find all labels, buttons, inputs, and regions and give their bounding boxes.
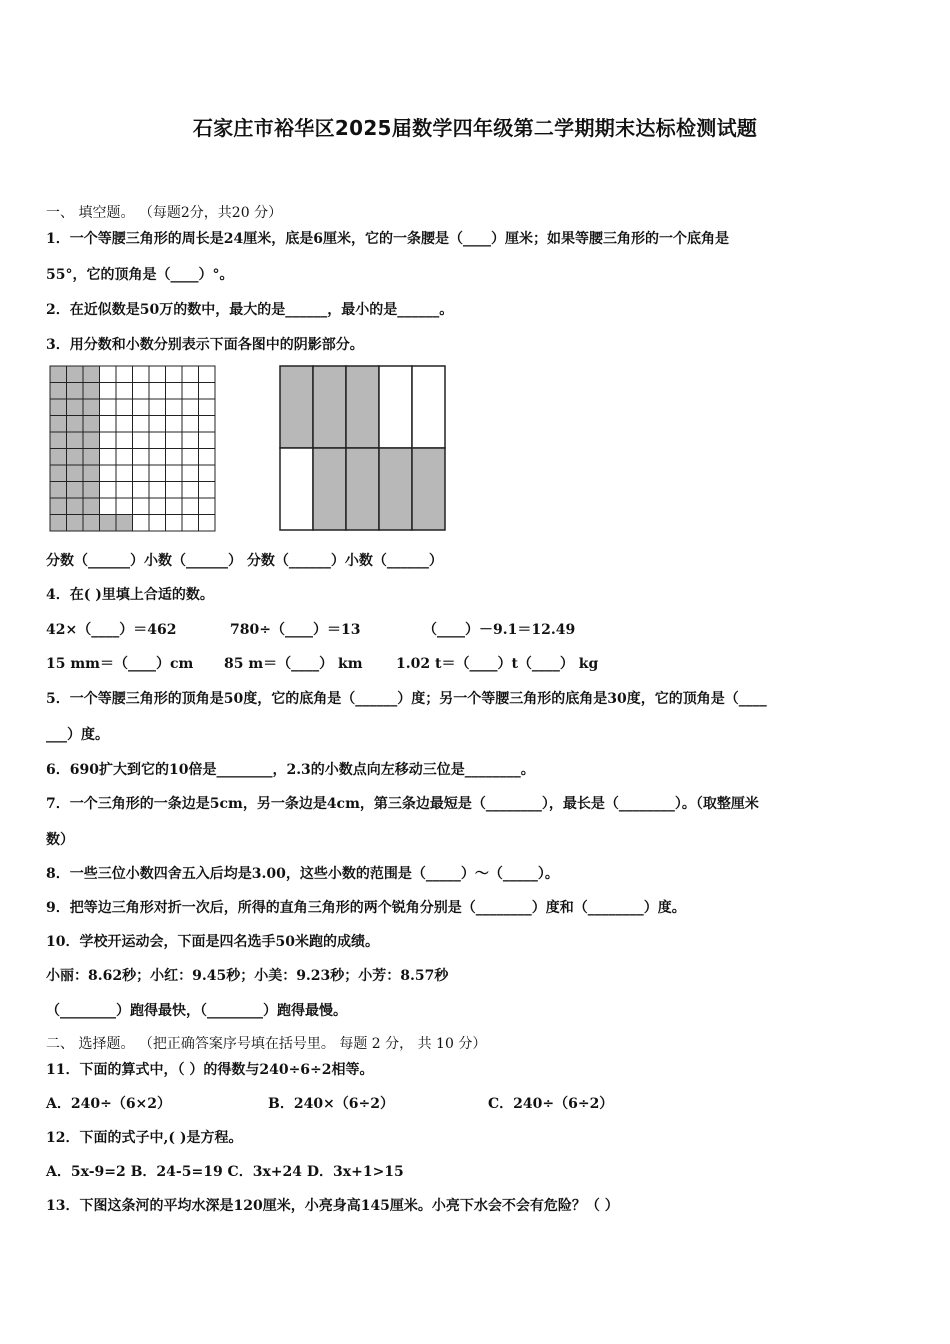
shaded-cell — [67, 432, 84, 449]
question-5-line-2: ___）度。 — [46, 727, 109, 743]
shaded-cell — [67, 366, 84, 383]
hundred-grid-figure — [49, 365, 217, 533]
shaded-cell — [83, 465, 100, 482]
question-1-line-2: 55°，它的顶角是（____）°。 — [46, 267, 234, 283]
shaded-cell — [67, 498, 84, 515]
grid-cell — [182, 465, 199, 482]
grid-cell — [166, 366, 183, 383]
shaded-cell — [67, 416, 84, 433]
grid-cell — [133, 416, 150, 433]
shaded-cell — [313, 448, 346, 530]
grid-cell — [182, 383, 199, 400]
shaded-cell — [50, 416, 67, 433]
question-3-answer: 分数（______）小数（______） 分数（______）小数（______） — [46, 553, 443, 569]
grid-cell — [182, 432, 199, 449]
question-7-line-1: 7．一个三角形的一条边是5cm，另一条边是4cm，第三条边最短是（________），最长是（________）。（取整厘米 — [46, 796, 759, 812]
shaded-cell — [346, 366, 379, 448]
question-12: 12．下面的式子中,( )是方程。 — [46, 1130, 243, 1146]
grid-cell — [199, 498, 216, 515]
grid-cell — [182, 482, 199, 499]
grid-cell — [182, 498, 199, 515]
grid-cell — [133, 515, 150, 532]
grid-cell — [149, 482, 166, 499]
grid-cell — [166, 416, 183, 433]
grid-cell — [133, 366, 150, 383]
option-c: C．240÷（6÷2） — [488, 1096, 614, 1112]
grid-cell — [199, 399, 216, 416]
question-11-options — [46, 1093, 613, 1113]
grid-cell — [166, 498, 183, 515]
q4-item: 780÷（____）＝13 — [230, 622, 361, 638]
grid-cell — [149, 449, 166, 466]
grid-cell — [199, 465, 216, 482]
shaded-cell — [313, 366, 346, 448]
question-10-data: 小丽：8.62秒；小红：9.45秒；小美：9.23秒；小芳：8.57秒 — [46, 968, 449, 984]
shaded-cell — [67, 399, 84, 416]
question-8: 8．一些三位小数四舍五入后均是3.00，这些小数的范围是（_____）～（_____）。 — [46, 866, 559, 882]
grid-cell — [100, 416, 117, 433]
question-4: 4．在( )里填上合适的数。 — [46, 587, 214, 603]
grid-cell — [199, 366, 216, 383]
grid-cell — [116, 416, 133, 433]
shaded-cell — [83, 416, 100, 433]
grid-cell — [100, 366, 117, 383]
shaded-cell — [67, 449, 84, 466]
grid-cell — [182, 366, 199, 383]
question-2: 2．在近似数是50万的数中，最大的是______，最小的是______。 — [46, 302, 454, 318]
grid-cell — [116, 383, 133, 400]
grid-cell — [116, 399, 133, 416]
option-a: A．240÷（6×2） — [46, 1096, 172, 1112]
q4-item: （____）－9.1＝12.49 — [423, 622, 576, 638]
grid-cell — [166, 515, 183, 532]
grid-cell — [100, 399, 117, 416]
tenths-rect-figure — [279, 365, 447, 533]
shaded-cell — [83, 432, 100, 449]
q4-item: 1.02 t＝（____）t（____） kg — [396, 656, 599, 672]
shaded-cell — [50, 432, 67, 449]
question-10-answer: （________）跑得最快，（________）跑得最慢。 — [46, 1003, 347, 1019]
grid-cell — [379, 366, 412, 448]
shaded-cell — [83, 399, 100, 416]
grid-cell — [149, 366, 166, 383]
grid-cell — [149, 465, 166, 482]
grid-cell — [116, 482, 133, 499]
grid-cell — [149, 498, 166, 515]
shaded-cell — [280, 366, 313, 448]
grid-cell — [133, 465, 150, 482]
grid-cell — [166, 432, 183, 449]
shaded-cell — [83, 482, 100, 499]
grid-cell — [280, 448, 313, 530]
grid-cell — [133, 383, 150, 400]
question-6: 6．690扩大到它的10倍是________，2.3的小数点向左移动三位是________。 — [46, 762, 535, 778]
grid-cell — [149, 515, 166, 532]
q4-item: 42×（____）＝462 — [46, 622, 177, 638]
shaded-cell — [67, 482, 84, 499]
grid-cell — [116, 366, 133, 383]
grid-cell — [199, 449, 216, 466]
grid-cell — [149, 416, 166, 433]
shaded-cell — [100, 515, 117, 532]
question-9: 9．把等边三角形对折一次后，所得的直角三角形的两个锐角分别是（________）度和（________）度。 — [46, 900, 686, 916]
shaded-cell — [67, 383, 84, 400]
q4-item: 15 mm＝（____）cm — [46, 656, 194, 672]
shaded-cell — [50, 515, 67, 532]
grid-cell — [100, 383, 117, 400]
grid-cell — [149, 399, 166, 416]
grid-cell — [149, 383, 166, 400]
question-4-row-1 — [46, 619, 575, 639]
grid-cell — [166, 399, 183, 416]
grid-cell — [199, 482, 216, 499]
grid-cell — [182, 416, 199, 433]
grid-cell — [182, 399, 199, 416]
grid-cell — [133, 449, 150, 466]
shaded-cell — [50, 399, 67, 416]
question-12-options: A．5x-9=2 B．24-5=19 C．3x+24 D．3x+1>15 — [46, 1164, 404, 1180]
shaded-cell — [346, 448, 379, 530]
question-4-row-2 — [46, 653, 598, 673]
q4-item: 85 m＝（____） km — [224, 656, 363, 672]
grid-cell — [199, 416, 216, 433]
grid-cell — [182, 515, 199, 532]
shaded-cell — [83, 366, 100, 383]
grid-cell — [412, 366, 445, 448]
question-7-line-2: 数） — [46, 832, 74, 848]
shaded-cell — [67, 465, 84, 482]
grid-cell — [100, 498, 117, 515]
shaded-cell — [50, 383, 67, 400]
question-1-line-1: 1．一个等腰三角形的周长是24厘米，底是6厘米，它的一条腰是（____）厘米；如果等腰三角形的一个底角是 — [46, 231, 729, 247]
question-11: 11．下面的算式中，（ ）的得数与240÷6÷2相等。 — [46, 1062, 374, 1078]
grid-cell — [199, 515, 216, 532]
grid-cell — [166, 465, 183, 482]
page-title: 石家庄市裕华区2025届数学四年级第二学期期末达标检测试题 — [192, 116, 758, 140]
grid-cell — [100, 432, 117, 449]
grid-cell — [166, 482, 183, 499]
option-b: B．240×（6÷2） — [268, 1096, 394, 1112]
grid-cell — [166, 449, 183, 466]
shaded-cell — [50, 482, 67, 499]
grid-cell — [100, 449, 117, 466]
grid-cell — [116, 498, 133, 515]
shaded-cell — [83, 515, 100, 532]
question-10: 10．学校开运动会，下面是四名选手50米跑的成绩。 — [46, 934, 379, 950]
grid-cell — [116, 432, 133, 449]
shaded-cell — [116, 515, 133, 532]
grid-cell — [133, 482, 150, 499]
grid-cell — [149, 432, 166, 449]
grid-cell — [133, 498, 150, 515]
question-13: 13．下图这条河的平均水深是120厘米，小亮身高145厘米。小亮下水会不会有危险？（ ） — [46, 1198, 619, 1214]
grid-cell — [199, 432, 216, 449]
shaded-cell — [67, 515, 84, 532]
grid-cell — [199, 383, 216, 400]
question-5-line-1: 5．一个等腰三角形的顶角是50度，它的底角是（______）度；另一个等腰三角形的底角是30度，它的顶角是（____ — [46, 691, 767, 707]
section-1-heading: 一、 填空题。 （每题2分，共20 分） — [46, 205, 283, 221]
grid-cell — [100, 482, 117, 499]
shaded-cell — [50, 449, 67, 466]
shaded-cell — [379, 448, 412, 530]
shaded-cell — [83, 383, 100, 400]
shaded-cell — [83, 498, 100, 515]
shaded-cell — [50, 465, 67, 482]
question-3: 3．用分数和小数分别表示下面各图中的阴影部分。 — [46, 337, 364, 353]
grid-cell — [100, 465, 117, 482]
grid-cell — [166, 383, 183, 400]
shaded-cell — [50, 498, 67, 515]
grid-cell — [182, 449, 199, 466]
shaded-cell — [412, 448, 445, 530]
grid-cell — [133, 432, 150, 449]
grid-cell — [116, 465, 133, 482]
grid-cell — [116, 449, 133, 466]
section-2-heading: 二、 选择题。 （把正确答案序号填在括号里。 每题 2 分， 共 10 分） — [46, 1036, 487, 1052]
grid-cell — [133, 399, 150, 416]
shaded-cell — [83, 449, 100, 466]
shaded-cell — [50, 366, 67, 383]
